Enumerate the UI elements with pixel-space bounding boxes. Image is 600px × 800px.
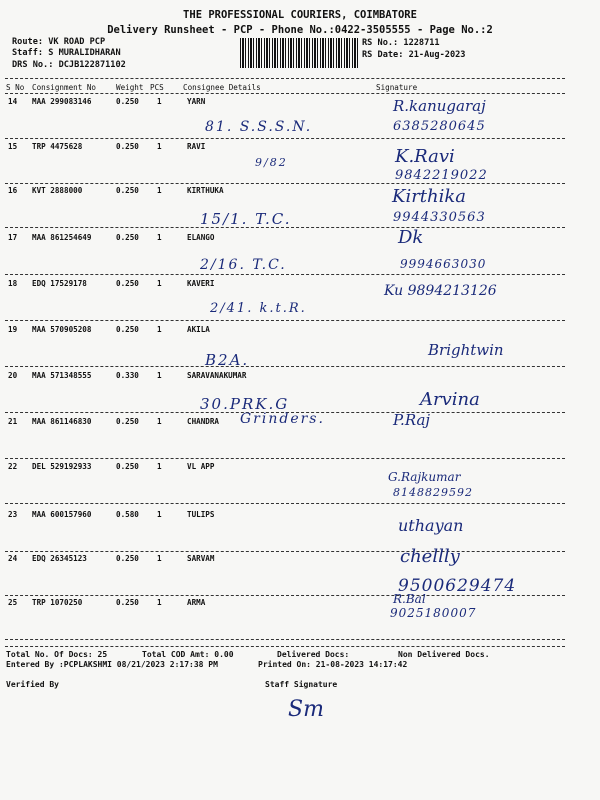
entered-by: Entered By :PCPLAKSHMI 08/21/2023 2:17:38 PM [6, 660, 218, 669]
row-sno: 17 [8, 233, 18, 242]
row-consignee: YARN [187, 97, 206, 106]
row-consignee: KAVERI [187, 279, 215, 288]
total-cod: Total COD Amt: 0.00 [142, 650, 234, 659]
staff-signature-mark: Sm [288, 697, 324, 722]
col-consignment: Consignment No [32, 83, 97, 92]
divider [5, 78, 565, 79]
row-divider [5, 551, 565, 552]
row-handwritten-address: 81. S.S.S.N. [205, 119, 313, 135]
row-pcs: 1 [157, 554, 162, 563]
row-consignment-no: DEL 529192933 [32, 462, 92, 471]
row-weight: 0.250 [116, 554, 139, 563]
staff-signature-label: Staff Signature [265, 680, 338, 689]
row-handwritten-address: 9/82 [255, 156, 288, 169]
row-sno: 23 [8, 510, 18, 519]
col-signature: Signature [376, 83, 418, 92]
row-signature: Brightwin [428, 341, 504, 359]
row-consignment-no: EDQ 26345123 [32, 554, 87, 563]
row-signature: K.Ravi [395, 146, 455, 167]
staff-label: Staff: S MURALIDHARAN [12, 48, 121, 58]
rs-number: RS No.: 1228711 [362, 38, 440, 48]
row-pcs: 1 [157, 97, 162, 106]
row-consignment-no: MAA 571348555 [32, 371, 92, 380]
row-consignee: VL APP [187, 462, 215, 471]
col-weight: Weight [116, 83, 144, 92]
row-signature: Kirthika [392, 186, 467, 207]
row-signature: R.kanugaraj [393, 97, 486, 115]
row-pcs: 1 [157, 142, 162, 151]
row-sno: 16 [8, 186, 18, 195]
row-handwritten-address: 15/1. T.C. [200, 210, 292, 228]
row-divider [5, 183, 565, 184]
row-pcs: 1 [157, 325, 162, 334]
row-consignment-no: MAA 299083146 [32, 97, 92, 106]
row-signature: Dk [398, 227, 424, 248]
barcode [240, 38, 358, 68]
row-weight: 0.250 [116, 325, 139, 334]
row-consignee: ARMA [187, 598, 206, 607]
row-weight: 0.250 [116, 279, 139, 288]
row-signature-phone: 9025180007 [390, 606, 477, 620]
row-consignee: ELANGO [187, 233, 215, 242]
row-divider [5, 227, 565, 228]
row-consignment-no: EDQ 17529178 [32, 279, 87, 288]
verified-by: Verified By [6, 680, 59, 689]
row-weight: 0.250 [116, 97, 139, 106]
row-sno: 18 [8, 279, 18, 288]
row-divider [5, 138, 565, 139]
row-signature: G.Rajkumar [388, 470, 461, 484]
row-signature: Ku 9894213126 [384, 283, 497, 299]
row-consignment-no: MAA 861146830 [32, 417, 92, 426]
printed-on: Printed On: 21-08-2023 14:17:42 [258, 660, 408, 669]
divider [5, 646, 565, 647]
row-sno: 24 [8, 554, 18, 563]
row-pcs: 1 [157, 598, 162, 607]
row-signature-phone: 9500629474 [398, 576, 517, 596]
row-consignee: SARVAM [187, 554, 215, 563]
company-title: THE PROFESSIONAL COURIERS, COIMBATORE [183, 9, 417, 21]
row-sno: 15 [8, 142, 18, 151]
row-signature-phone: 8148829592 [393, 486, 473, 499]
row-signature: Arvina [420, 389, 480, 410]
row-sno: 20 [8, 371, 18, 380]
runsheet-subtitle: Delivery Runsheet - PCP - Phone No.:0422-3505555 - Page No.:2 [107, 24, 493, 36]
row-consignee: TULIPS [187, 510, 215, 519]
row-weight: 0.250 [116, 233, 139, 242]
row-handwritten-address: 30.PRK.G [200, 395, 290, 413]
row-consignment-no: MAA 861254649 [32, 233, 92, 242]
row-sno: 25 [8, 598, 18, 607]
row-divider [5, 639, 565, 640]
row-consignment-no: MAA 600157960 [32, 510, 92, 519]
row-sno: 22 [8, 462, 18, 471]
row-weight: 0.250 [116, 417, 139, 426]
row-signature: R.Bal [393, 592, 426, 606]
row-signature-phone: 9994663030 [400, 257, 487, 271]
row-pcs: 1 [157, 186, 162, 195]
row-divider [5, 503, 565, 504]
row-pcs: 1 [157, 462, 162, 471]
col-pcs: PCS [150, 83, 164, 92]
row-signature-phone: 6385280645 [393, 119, 486, 134]
row-pcs: 1 [157, 279, 162, 288]
row-consignment-no: MAA 570905208 [32, 325, 92, 334]
row-weight: 0.250 [116, 462, 139, 471]
row-sno: 19 [8, 325, 18, 334]
row-weight: 0.250 [116, 142, 139, 151]
row-weight: 0.580 [116, 510, 139, 519]
delivered-docs: Delivered Docs: [277, 650, 350, 659]
row-divider [5, 320, 565, 321]
row-divider [5, 458, 565, 459]
row-divider [5, 274, 565, 275]
row-consignee: KIRTHUKA [187, 186, 224, 195]
row-consignment-no: KVT 2888000 [32, 186, 83, 195]
row-pcs: 1 [157, 417, 162, 426]
row-sno: 14 [8, 97, 18, 106]
row-consignment-no: TRP 1070250 [32, 598, 83, 607]
row-consignee: CHANDRA [187, 417, 220, 426]
col-sno: S No [6, 83, 25, 92]
route-label: Route: VK ROAD PCP [12, 37, 106, 47]
row-pcs: 1 [157, 233, 162, 242]
row-handwritten-address: 2/41. k.t.R. [210, 301, 307, 316]
total-docs: Total No. Of Docs: 25 [6, 650, 108, 659]
row-handwritten-address: Grinders. [240, 411, 325, 427]
row-signature: P.Raj [393, 411, 431, 429]
row-pcs: 1 [157, 371, 162, 380]
row-consignee: AKILA [187, 325, 210, 334]
row-divider [5, 366, 565, 367]
row-weight: 0.330 [116, 371, 139, 380]
row-weight: 0.250 [116, 598, 139, 607]
col-consignee: Consignee Details [183, 83, 261, 92]
divider [5, 93, 565, 94]
row-signature: uthayan [398, 516, 464, 535]
drs-number: DRS No.: DCJB122871102 [12, 60, 126, 70]
row-signature-phone: 9944330563 [393, 210, 486, 225]
row-pcs: 1 [157, 510, 162, 519]
row-divider [5, 595, 565, 596]
non-delivered-docs: Non Delivered Docs. [398, 650, 490, 659]
row-handwritten-address: 2/16. T.C. [200, 257, 287, 273]
row-consignment-no: TRP 4475628 [32, 142, 83, 151]
row-consignee: RAVI [187, 142, 206, 151]
row-consignee: SARAVANAKUMAR [187, 371, 247, 380]
rs-date: RS Date: 21-Aug-2023 [362, 50, 466, 60]
row-signature: chellly [400, 546, 460, 567]
row-signature-phone: 9842219022 [395, 168, 488, 183]
row-sno: 21 [8, 417, 18, 426]
row-handwritten-address: B2A. [205, 351, 250, 369]
row-weight: 0.250 [116, 186, 139, 195]
